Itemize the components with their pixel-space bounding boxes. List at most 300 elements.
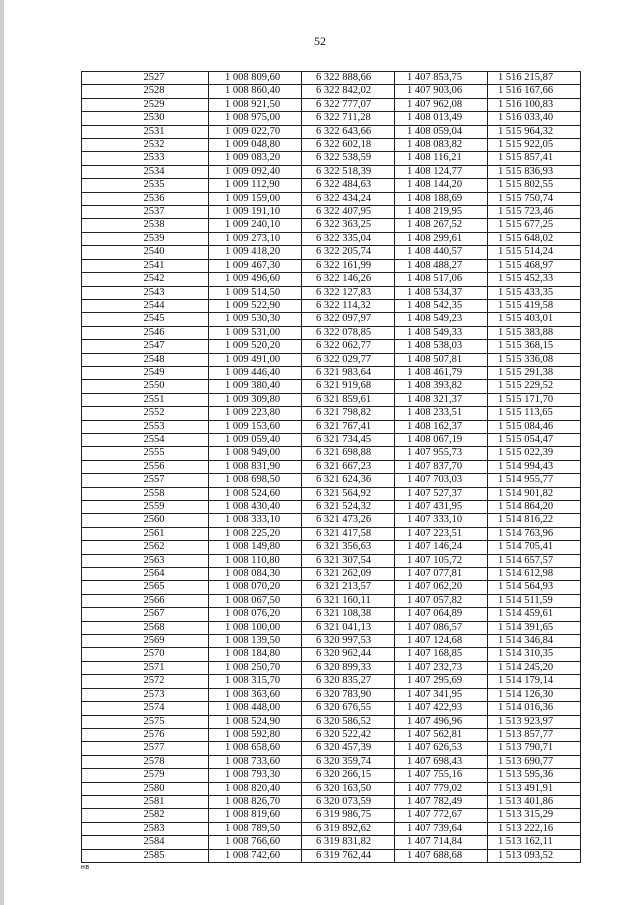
table-row: [82, 728, 581, 741]
coordinate-cell: 1 407 837,70: [395, 460, 488, 473]
coordinate-cell: 6 322 335,04: [302, 232, 395, 245]
coordinate-cell: 1 408 059,04: [395, 125, 488, 138]
coordinate-cell: 1 515 054,47: [488, 433, 581, 446]
coordinate-cell: 6 321 417,58: [302, 527, 395, 540]
coordinate-cell: 1 008 448,00: [209, 702, 302, 715]
coordinate-cell: 1 008 225,20: [209, 527, 302, 540]
point-number-cell: 2543: [82, 286, 209, 299]
coordinate-cell: 1 514 763,96: [488, 527, 581, 540]
table-row: [82, 554, 581, 567]
coordinate-cell: 6 320 586,52: [302, 715, 395, 728]
coordinate-cell: 1 515 403,01: [488, 313, 581, 326]
coordinate-cell: 6 322 434,24: [302, 192, 395, 205]
coordinate-cell: 1 009 273,10: [209, 232, 302, 245]
coordinate-cell: 1 408 162,37: [395, 420, 488, 433]
page-number: 52: [314, 34, 326, 48]
coordinate-cell: 1 407 232,73: [395, 661, 488, 674]
coordinate-cell: 1 407 562,81: [395, 728, 488, 741]
coordinate-cell: 1 008 524,90: [209, 715, 302, 728]
table-row: [82, 192, 581, 205]
coordinate-cell: 6 322 518,39: [302, 165, 395, 178]
coordinate-cell: 1 008 100,00: [209, 621, 302, 634]
coordinate-cell: 1 516 033,40: [488, 112, 581, 125]
point-number-cell: 2565: [82, 581, 209, 594]
coordinate-cell: 1 009 531,00: [209, 326, 302, 339]
coordinate-cell: 1 407 755,16: [395, 769, 488, 782]
table-row: [82, 72, 581, 85]
coordinate-cell: 6 321 734,45: [302, 433, 395, 446]
table-row: [82, 286, 581, 299]
coordinate-cell: 1 408 267,52: [395, 219, 488, 232]
coordinate-cell: 6 322 029,77: [302, 353, 395, 366]
coordinate-cell: 6 322 078,85: [302, 326, 395, 339]
coordinate-cell: 1 514 126,30: [488, 688, 581, 701]
table-row: [82, 340, 581, 353]
table-row: [82, 219, 581, 232]
coordinate-cell: 1 008 809,60: [209, 72, 302, 85]
coordinate-cell: 1 407 341,95: [395, 688, 488, 701]
table-row: [82, 460, 581, 473]
point-number-cell: 2582: [82, 809, 209, 822]
coordinate-cell: 1 008 139,50: [209, 635, 302, 648]
point-number-cell: 2534: [82, 165, 209, 178]
coordinate-cell: 1 514 179,14: [488, 675, 581, 688]
point-number-cell: 2573: [82, 688, 209, 701]
coordinate-cell: 1 008 184,80: [209, 648, 302, 661]
coordinate-cell: 1 407 779,02: [395, 782, 488, 795]
point-number-cell: 2532: [82, 139, 209, 152]
coordinate-cell: 1 008 067,50: [209, 594, 302, 607]
coordinate-cell: 6 321 262,09: [302, 568, 395, 581]
coordinate-cell: 1 407 223,51: [395, 527, 488, 540]
coordinate-cell: 1 408 488,27: [395, 259, 488, 272]
point-number-cell: 2547: [82, 340, 209, 353]
coordinate-cell: 1 407 703,03: [395, 474, 488, 487]
point-number-cell: 2537: [82, 206, 209, 219]
coordinate-cell: 6 322 097,97: [302, 313, 395, 326]
coordinate-cell: 1 408 549,33: [395, 326, 488, 339]
coordinate-cell: 1 515 291,38: [488, 366, 581, 379]
table-row: [82, 299, 581, 312]
coordinate-cell: 1 407 496,96: [395, 715, 488, 728]
table-row: [82, 742, 581, 755]
coordinate-cell: 6 322 407,95: [302, 206, 395, 219]
table-row: [82, 353, 581, 366]
coordinate-cell: 6 322 538,59: [302, 152, 395, 165]
coordinate-cell: 6 321 919,68: [302, 380, 395, 393]
table-row: [82, 433, 581, 446]
table-row: [82, 635, 581, 648]
coordinate-cell: 1 513 315,29: [488, 809, 581, 822]
table-row: [82, 125, 581, 138]
coordinate-cell: 1 008 315,70: [209, 675, 302, 688]
coordinate-cell: 6 322 146,26: [302, 273, 395, 286]
table-row: [82, 407, 581, 420]
coordinate-cell: 6 322 842,02: [302, 85, 395, 98]
point-number-cell: 2580: [82, 782, 209, 795]
coordinate-cell: 6 321 041,13: [302, 621, 395, 634]
coordinate-cell: 1 513 690,77: [488, 755, 581, 768]
coordinate-cell: 1 515 677,25: [488, 219, 581, 232]
point-number-cell: 2571: [82, 661, 209, 674]
table-row: [82, 648, 581, 661]
coordinate-cell: 1 514 612,98: [488, 568, 581, 581]
table-row: [82, 232, 581, 245]
coordinate-cell: 1 008 698,50: [209, 474, 302, 487]
table-row: [82, 849, 581, 862]
table-row: [82, 688, 581, 701]
coordinate-cell: 6 321 698,88: [302, 447, 395, 460]
coordinate-cell: 6 322 643,66: [302, 125, 395, 138]
table-row: [82, 259, 581, 272]
coordinate-cell: 1 515 419,58: [488, 299, 581, 312]
coordinate-cell: 1 513 595,36: [488, 769, 581, 782]
coordinate-cell: 1 515 383,88: [488, 326, 581, 339]
coordinate-cell: 1 407 698,43: [395, 755, 488, 768]
coordinate-cell: 1 407 527,37: [395, 487, 488, 500]
table-row: [82, 246, 581, 259]
coordinate-cell: 1 407 962,08: [395, 98, 488, 111]
coordinate-cell: 1 516 100,83: [488, 98, 581, 111]
table-row: [82, 527, 581, 540]
table-row: [82, 581, 581, 594]
coordinate-cell: 1 514 994,43: [488, 460, 581, 473]
coordinate-cell: 1 008 658,60: [209, 742, 302, 755]
coordinate-cell: 1 408 144,20: [395, 179, 488, 192]
coordinate-cell: 1 514 391,65: [488, 621, 581, 634]
coordinate-cell: 1 009 418,20: [209, 246, 302, 259]
table-row: [82, 809, 581, 822]
coordinate-cell: 1 514 346,84: [488, 635, 581, 648]
coordinate-cell: 1 009 112,90: [209, 179, 302, 192]
coordinate-cell: 6 321 564,92: [302, 487, 395, 500]
coordinate-cell: 1 009 153,60: [209, 420, 302, 433]
coordinate-cell: 6 320 783,90: [302, 688, 395, 701]
coordinate-cell: 1 515 229,52: [488, 380, 581, 393]
coordinate-cell: 1 513 162,11: [488, 836, 581, 849]
coordinate-cell: 1 408 517,06: [395, 273, 488, 286]
coordinate-cell: 1 514 511,59: [488, 594, 581, 607]
table-row: [82, 474, 581, 487]
coordinate-cell: 1 407 955,73: [395, 447, 488, 460]
point-number-cell: 2554: [82, 433, 209, 446]
table-row: [82, 179, 581, 192]
table-row: [82, 795, 581, 808]
coordinate-cell: 1 008 592,80: [209, 728, 302, 741]
coordinate-cell: 1 515 723,46: [488, 206, 581, 219]
coordinate-cell: 1 407 688,68: [395, 849, 488, 862]
coordinate-cell: 1 009 522,90: [209, 299, 302, 312]
coordinate-cell: 1 407 422,93: [395, 702, 488, 715]
coordinate-cell: 6 321 859,61: [302, 393, 395, 406]
table-row: [82, 594, 581, 607]
coordinate-cell: 1 009 380,40: [209, 380, 302, 393]
coordinate-cell: 1 009 159,00: [209, 192, 302, 205]
coordinate-cell: 1 407 714,84: [395, 836, 488, 849]
coordinate-cell: 1 408 013,49: [395, 112, 488, 125]
coordinate-cell: 1 408 067,19: [395, 433, 488, 446]
coordinate-cell: 1 515 802,55: [488, 179, 581, 192]
point-number-cell: 2546: [82, 326, 209, 339]
coordinate-cell: 1 515 433,35: [488, 286, 581, 299]
coordinate-cell: 1 408 116,21: [395, 152, 488, 165]
coordinate-cell: 1 515 368,15: [488, 340, 581, 353]
coordinate-cell: 1 008 742,60: [209, 849, 302, 862]
coordinate-cell: 1 514 657,57: [488, 554, 581, 567]
coordinate-cell: 1 008 110,80: [209, 554, 302, 567]
point-number-cell: 2553: [82, 420, 209, 433]
coordinate-cell: 1 009 520,20: [209, 340, 302, 353]
coordinate-cell: 1 408 549,23: [395, 313, 488, 326]
coordinate-cell: 1 407 739,64: [395, 822, 488, 835]
coordinate-cell: 1 009 467,30: [209, 259, 302, 272]
coordinate-cell: 1 009 530,30: [209, 313, 302, 326]
coordinate-cell: 1 408 393,82: [395, 380, 488, 393]
coordinate-cell: 1 008 333,10: [209, 514, 302, 527]
coordinate-cell: 6 321 767,41: [302, 420, 395, 433]
table-row: [82, 769, 581, 782]
coordinate-cell: 1 515 336,08: [488, 353, 581, 366]
coordinate-cell: 6 320 266,15: [302, 769, 395, 782]
point-number-cell: 2562: [82, 541, 209, 554]
table-row: [82, 139, 581, 152]
coordinate-cell: 1 009 309,80: [209, 393, 302, 406]
coordinate-cell: 1 516 167,66: [488, 85, 581, 98]
coordinate-cell: 1 408 233,51: [395, 407, 488, 420]
coordinate-cell: 1 407 064,89: [395, 608, 488, 621]
coordinate-cell: 1 513 401,86: [488, 795, 581, 808]
point-number-cell: 2584: [82, 836, 209, 849]
coordinate-cell: 1 514 245,20: [488, 661, 581, 674]
coordinate-cell: 6 319 762,44: [302, 849, 395, 862]
table-row: [82, 501, 581, 514]
coordinate-cell: 1 008 820,40: [209, 782, 302, 795]
coordinate-cell: 1 408 299,61: [395, 232, 488, 245]
point-number-cell: 2557: [82, 474, 209, 487]
table-row: [82, 715, 581, 728]
point-number-cell: 2559: [82, 501, 209, 514]
table-row: [82, 822, 581, 835]
coordinate-cell: 1 009 191,10: [209, 206, 302, 219]
coordinate-cell: 1 514 310,35: [488, 648, 581, 661]
table-row: [82, 608, 581, 621]
coordinate-cell: 1 515 648,02: [488, 232, 581, 245]
coordinate-cell: 1 009 092,40: [209, 165, 302, 178]
coordinate-cell: 1 008 363,60: [209, 688, 302, 701]
table-row: [82, 112, 581, 125]
coordinate-cell: 1 514 955,77: [488, 474, 581, 487]
coordinate-cell: 1 009 083,20: [209, 152, 302, 165]
point-number-cell: 2536: [82, 192, 209, 205]
table-row: [82, 313, 581, 326]
point-number-cell: 2577: [82, 742, 209, 755]
coordinate-cell: 1 515 514,24: [488, 246, 581, 259]
coordinate-cell: 1 407 124,68: [395, 635, 488, 648]
coordinate-cell: 1 009 059,40: [209, 433, 302, 446]
coordinate-cell: 1 008 831,90: [209, 460, 302, 473]
coordinate-cell: 6 320 962,44: [302, 648, 395, 661]
page-edge: [0, 0, 4, 905]
coordinate-cell: 1 513 491,91: [488, 782, 581, 795]
coordinate-cell: 1 514 016,36: [488, 702, 581, 715]
coordinate-cell: 1 407 772,67: [395, 809, 488, 822]
point-number-cell: 2572: [82, 675, 209, 688]
coordinate-cell: 1 515 964,32: [488, 125, 581, 138]
coordinate-cell: 1 407 086,57: [395, 621, 488, 634]
coordinate-cell: 6 322 363,25: [302, 219, 395, 232]
coordinate-cell: 6 319 986,75: [302, 809, 395, 822]
table-row: [82, 514, 581, 527]
coordinate-cell: 1 008 949,00: [209, 447, 302, 460]
coordinate-cell: 6 321 108,38: [302, 608, 395, 621]
point-number-cell: 2569: [82, 635, 209, 648]
coordinate-cell: 1 513 790,71: [488, 742, 581, 755]
coordinate-cell: 1 407 062,20: [395, 581, 488, 594]
point-number-cell: 2539: [82, 232, 209, 245]
table-row: [82, 541, 581, 554]
coordinate-cell: 1 408 461,79: [395, 366, 488, 379]
table-row: [82, 380, 581, 393]
table-row: [82, 165, 581, 178]
coordinates-table-container: [81, 71, 581, 863]
point-number-cell: 2529: [82, 98, 209, 111]
coordinate-cell: 1 515 857,41: [488, 152, 581, 165]
coordinate-cell: 1 407 168,85: [395, 648, 488, 661]
coordinate-cell: 1 407 057,82: [395, 594, 488, 607]
coordinate-cell: 1 407 853,75: [395, 72, 488, 85]
coordinate-cell: 1 408 188,69: [395, 192, 488, 205]
point-number-cell: 2566: [82, 594, 209, 607]
coordinate-cell: 1 407 333,10: [395, 514, 488, 527]
coordinate-cell: 1 408 440,57: [395, 246, 488, 259]
coordinate-cell: 1 407 146,24: [395, 541, 488, 554]
coordinate-cell: 1 408 083,82: [395, 139, 488, 152]
coordinate-cell: 1 009 491,00: [209, 353, 302, 366]
table-row: [82, 568, 581, 581]
point-number-cell: 2576: [82, 728, 209, 741]
coordinate-cell: 1 513 857,77: [488, 728, 581, 741]
point-number-cell: 2530: [82, 112, 209, 125]
point-number-cell: 2561: [82, 527, 209, 540]
coordinate-cell: 6 322 484,63: [302, 179, 395, 192]
coordinate-cell: 1 407 903,06: [395, 85, 488, 98]
coordinate-cell: 6 320 359,74: [302, 755, 395, 768]
coordinate-cell: 1 515 750,74: [488, 192, 581, 205]
coordinate-cell: 1 009 048,80: [209, 139, 302, 152]
table-row: [82, 836, 581, 849]
coordinate-cell: 6 321 356,63: [302, 541, 395, 554]
point-number-cell: 2551: [82, 393, 209, 406]
coordinate-cell: 1 407 295,69: [395, 675, 488, 688]
point-number-cell: 2550: [82, 380, 209, 393]
table-row: [82, 206, 581, 219]
point-number-cell: 2549: [82, 366, 209, 379]
coordinate-cell: 6 320 676,55: [302, 702, 395, 715]
coordinate-cell: 1 008 149,80: [209, 541, 302, 554]
coordinate-cell: 1 008 789,50: [209, 822, 302, 835]
coordinates-table-body: [82, 72, 581, 863]
point-number-cell: 2583: [82, 822, 209, 835]
coordinate-cell: 6 321 473,26: [302, 514, 395, 527]
coordinate-cell: 1 008 250,70: [209, 661, 302, 674]
coordinate-cell: 1 008 070,20: [209, 581, 302, 594]
table-row: [82, 661, 581, 674]
point-number-cell: 2568: [82, 621, 209, 634]
coordinate-cell: 1 008 975,00: [209, 112, 302, 125]
table-row: [82, 621, 581, 634]
footer-mark: нв: [81, 864, 90, 871]
coordinate-cell: 1 514 459,61: [488, 608, 581, 621]
coordinate-cell: 6 322 062,77: [302, 340, 395, 353]
table-row: [82, 326, 581, 339]
point-number-cell: 2528: [82, 85, 209, 98]
coordinate-cell: 6 320 835,27: [302, 675, 395, 688]
coordinate-cell: 1 515 022,39: [488, 447, 581, 460]
coordinate-cell: 6 322 777,07: [302, 98, 395, 111]
coordinate-cell: 1 009 446,40: [209, 366, 302, 379]
coordinate-cell: 1 009 223,80: [209, 407, 302, 420]
coordinate-cell: 6 322 711,28: [302, 112, 395, 125]
coordinate-cell: 1 515 836,93: [488, 165, 581, 178]
point-number-cell: 2538: [82, 219, 209, 232]
table-row: [82, 447, 581, 460]
coordinate-cell: 1 408 538,03: [395, 340, 488, 353]
coordinate-cell: 6 321 798,82: [302, 407, 395, 420]
coordinate-cell: 1 514 901,82: [488, 487, 581, 500]
table-row: [82, 675, 581, 688]
coordinate-cell: 6 322 127,83: [302, 286, 395, 299]
table-row: [82, 98, 581, 111]
coordinate-cell: 1 008 733,60: [209, 755, 302, 768]
coordinate-cell: 6 322 888,66: [302, 72, 395, 85]
table-row: [82, 755, 581, 768]
coordinate-cell: 6 320 522,42: [302, 728, 395, 741]
coordinate-cell: 1 408 507,81: [395, 353, 488, 366]
coordinate-cell: 1 515 171,70: [488, 393, 581, 406]
coordinate-cell: 1 408 321,37: [395, 393, 488, 406]
coordinate-cell: 1 513 093,52: [488, 849, 581, 862]
table-row: [82, 393, 581, 406]
point-number-cell: 2552: [82, 407, 209, 420]
coordinate-cell: 1 515 084,46: [488, 420, 581, 433]
coordinate-cell: 1 407 626,53: [395, 742, 488, 755]
coordinate-cell: 6 320 997,53: [302, 635, 395, 648]
coordinate-cell: 1 008 819,60: [209, 809, 302, 822]
coordinate-cell: 1 009 022,70: [209, 125, 302, 138]
point-number-cell: 2527: [82, 72, 209, 85]
point-number-cell: 2555: [82, 447, 209, 460]
point-number-cell: 2548: [82, 353, 209, 366]
coordinate-cell: 1 514 705,41: [488, 541, 581, 554]
table-row: [82, 273, 581, 286]
coordinate-cell: 1 514 816,22: [488, 514, 581, 527]
point-number-cell: 2585: [82, 849, 209, 862]
coordinate-cell: 1 407 782,49: [395, 795, 488, 808]
point-number-cell: 2542: [82, 273, 209, 286]
coordinate-cell: 1 008 430,40: [209, 501, 302, 514]
point-number-cell: 2570: [82, 648, 209, 661]
coordinate-cell: 1 513 222,16: [488, 822, 581, 835]
point-number-cell: 2556: [82, 460, 209, 473]
coordinate-cell: 6 322 114,32: [302, 299, 395, 312]
coordinate-cell: 6 319 892,62: [302, 822, 395, 835]
coordinate-cell: 6 320 163,50: [302, 782, 395, 795]
coordinate-cell: 1 514 864,20: [488, 501, 581, 514]
coordinate-cell: 1 514 564,93: [488, 581, 581, 594]
coordinate-cell: 1 009 496,60: [209, 273, 302, 286]
point-number-cell: 2540: [82, 246, 209, 259]
point-number-cell: 2578: [82, 755, 209, 768]
